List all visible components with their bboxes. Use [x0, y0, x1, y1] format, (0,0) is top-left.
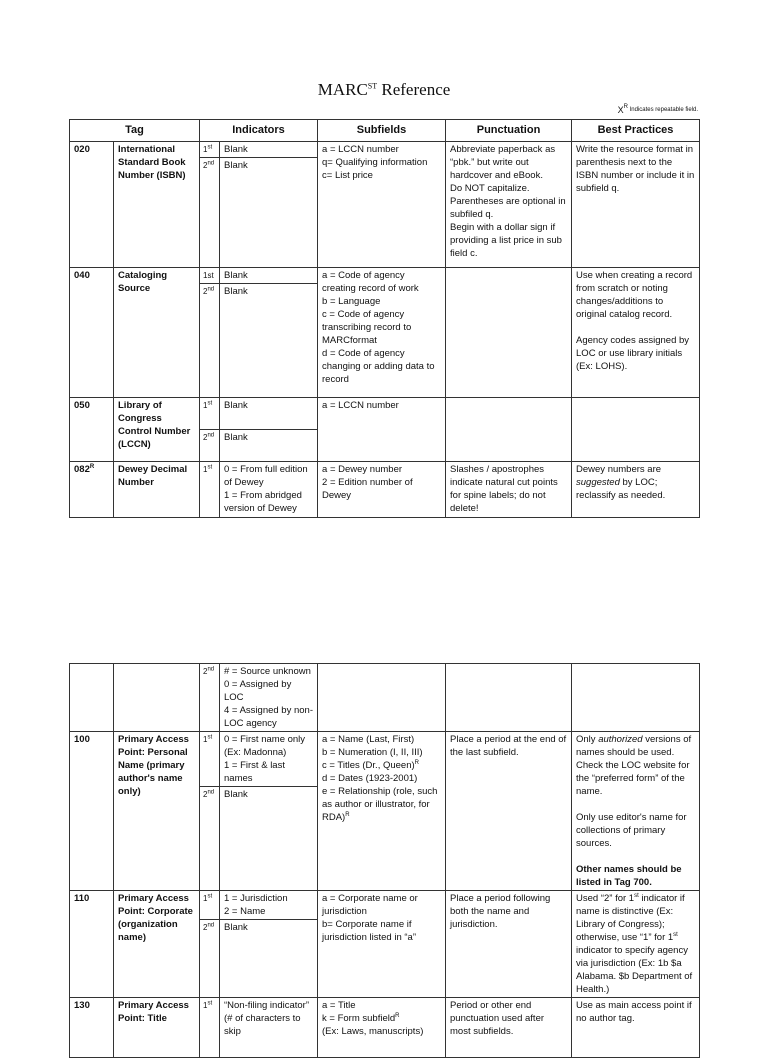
indicator-value: Blank: [220, 430, 318, 462]
best-practices-cell: [572, 664, 700, 732]
repeatable-note: $X^R$ Indicates repeatable field.: [617, 104, 698, 115]
subfield-a: a = Title: [322, 1000, 356, 1011]
header-punctuation: Punctuation: [446, 120, 572, 142]
header-best-practices: Best Practices: [572, 120, 700, 142]
subfields-cell: a = Corporate name or jurisdiction b= Corporate name if jurisdiction listed in “a”: [318, 891, 446, 998]
table-row: [70, 664, 700, 732]
best-practices-cell: Use when creating a record from scratch or noting changes/additions to original catalog record. Agency codes assigned by LOC or use library initials (Ex: LOHS).: [572, 268, 700, 398]
punctuation-cell: [446, 268, 572, 398]
indicator-value: Blank: [220, 142, 318, 158]
subfields-cell: [318, 664, 446, 732]
indicator-label: 2nd: [200, 158, 220, 268]
subfield-e: e = Relationship (role, such as author or illustrator, for RDA)$^R$: [322, 786, 438, 823]
indicator-value: Blank: [220, 268, 318, 284]
punctuation-cell: Place a period following both the name and jurisdiction.: [446, 891, 572, 998]
indicator-value: Blank: [220, 920, 318, 998]
indicator-label: 2nd: [200, 430, 220, 462]
tag-code: 130: [70, 998, 114, 1058]
best-practice-p3: Other names should be listed in Tag 700.: [576, 864, 682, 888]
tag-code: $082^R$: [70, 462, 114, 518]
subfields-cell: [318, 998, 446, 1058]
best-practices-cell: Used “2” for 1st indicator if name is distinctive (Ex: Library of Congress); otherwise, use “1” for 1st indicator to specify agency via jurisdiction (Ex: 1b $a Alabama. $b Department of Health.): [572, 891, 700, 998]
tag-code: [70, 664, 114, 732]
table-row: [70, 398, 700, 430]
marc-table-2: [69, 663, 700, 1058]
punctuation-cell: Place a period at the end of the last subfield.: [446, 732, 572, 891]
punctuation-cell: Slashes / apostrophes indicate natural cut points for spine labels; do not delete!: [446, 462, 572, 518]
table-row: [70, 142, 700, 158]
indicator-label: 1st: [200, 891, 220, 920]
table-row: [70, 732, 700, 787]
subfields-cell: [318, 732, 446, 891]
indicator-value: 0 = First name only (Ex: Madonna) 1 = First & last names: [220, 732, 318, 787]
subfield-d: d = Dates (1923-2001): [322, 773, 418, 784]
best-practices-cell: [572, 732, 700, 891]
page-title: $MARC^{ST}$ Reference: [317, 80, 451, 99]
subfields-cell: a = LCCN number q= Qualifying information c= List price: [318, 142, 446, 268]
marc-table-1: [69, 119, 700, 518]
indicator-value: Blank: [220, 158, 318, 268]
subfield-a: a = Name (Last, First): [322, 734, 415, 745]
best-practice-p1: Only authorized versions of names should be used. Check the LOC website for the “preferred form” of the name.: [576, 734, 692, 797]
punctuation-cell: Period or other end punctuation used after most subfields.: [446, 998, 572, 1058]
tag-name: Primary Access Point: Title: [114, 998, 200, 1058]
indicator-value: 0 = From full edition of Dewey 1 = From abridged version of Dewey: [220, 462, 318, 518]
subfields-cell: a = Code of agency creating record of work b = Language c = Code of agency transcribing record to MARCformat d = Code of agency changing or adding data to record: [318, 268, 446, 398]
punctuation-cell: Abbreviate paperback as “pbk.” but write out hardcover and eBook. Do NOT capitalize. Parentheses are optional in subfiled q. Begin with a dollar sign if providing a list price in sub field c.: [446, 142, 572, 268]
indicator-label: 2nd: [200, 920, 220, 998]
tag-code: 110: [70, 891, 114, 998]
indicator-value: 1 = Jurisdiction 2 = Name: [220, 891, 318, 920]
indicator-label: 2nd: [200, 284, 220, 398]
indicator-label: 1st: [200, 732, 220, 787]
indicator-label: 1st: [200, 268, 220, 284]
header-indicators: Indicators: [200, 120, 318, 142]
tag-name: Library of Congress Control Number (LCCN): [114, 398, 200, 462]
subfield-k: k = Form subfield$^R$: [322, 1012, 400, 1024]
tag-name: Dewey Decimal Number: [114, 462, 200, 518]
indicator-label: 2nd: [200, 664, 220, 732]
table-row: [70, 462, 700, 518]
best-practices-cell: Use as main access point if no author tag.: [572, 998, 700, 1058]
tag-name: [114, 664, 200, 732]
table-row: [70, 268, 700, 284]
tag-name: International Standard Book Number (ISBN): [114, 142, 200, 268]
subfield-b: b = Numeration (I, II, III): [322, 747, 423, 758]
header-row: [70, 120, 700, 142]
best-practices-cell: [572, 398, 700, 462]
best-practices-cell: Dewey numbers are suggested by LOC; reclassify as needed.: [572, 462, 700, 518]
tag-code: 050: [70, 398, 114, 462]
table-row: [70, 998, 700, 1058]
tag-name: Primary Access Point: Personal Name (primary author's name only): [114, 732, 200, 891]
punctuation-cell: [446, 664, 572, 732]
best-practice-p2: Only use editor's name for collections of primary sources.: [576, 812, 687, 849]
tag-name: Cataloging Source: [114, 268, 200, 398]
subfields-cell: a = Dewey number 2 = Edition number of Dewey: [318, 462, 446, 518]
tag-code: 100: [70, 732, 114, 891]
indicator-value: # = Source unknown 0 = Assigned by LOC 4 = Assigned by non-LOC agency: [220, 664, 318, 732]
header-tag: Tag: [70, 120, 200, 142]
indicator-label: 1st: [200, 998, 220, 1058]
indicator-label: 2nd: [200, 787, 220, 891]
table-row: [70, 891, 700, 920]
indicator-label: 1st: [200, 142, 220, 158]
indicator-value: Blank: [220, 787, 318, 891]
indicator-value: Blank: [220, 398, 318, 430]
punctuation-cell: [446, 398, 572, 462]
indicator-value: “Non-filing indicator” (# of characters to skip: [220, 998, 318, 1058]
subfield-c: c = Titles (Dr., Queen)$^R$: [322, 759, 420, 771]
indicator-label: 1st: [200, 462, 220, 518]
header-subfields: Subfields: [318, 120, 446, 142]
tag-code: 020: [70, 142, 114, 268]
best-practices-cell: Write the resource format in parenthesis next to the ISBN number or include it in subfield q.: [572, 142, 700, 268]
subfield-k-example: (Ex: Laws, manuscripts): [322, 1026, 424, 1037]
subfields-cell: a = LCCN number: [318, 398, 446, 462]
tag-code: 040: [70, 268, 114, 398]
indicator-value: Blank: [220, 284, 318, 398]
tag-name: Primary Access Point: Corporate (organization name): [114, 891, 200, 998]
indicator-label: 1st: [200, 398, 220, 430]
